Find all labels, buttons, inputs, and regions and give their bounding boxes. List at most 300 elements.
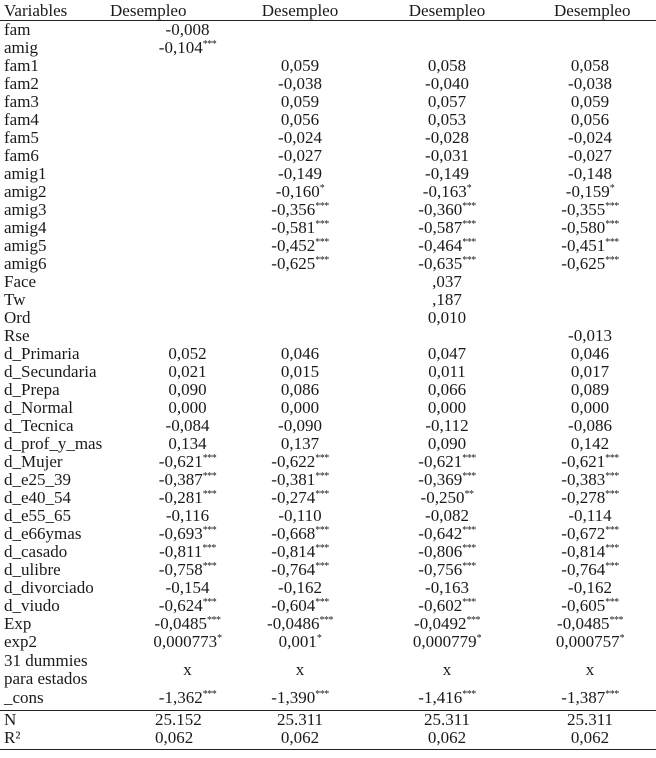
coef-cell: [115, 689, 260, 711]
header-pad: [626, 1, 656, 21]
coef-value: -0,154: [165, 578, 210, 597]
table-row: [0, 615, 656, 633]
coef-cell: [260, 273, 340, 291]
coef-value: -0,672: [561, 524, 606, 543]
coef-cell: [260, 111, 340, 129]
coef-value: -0,0492: [414, 614, 467, 633]
row-label: fam: [4, 20, 31, 39]
coef-cell: [115, 489, 260, 507]
coef-cell: [340, 309, 554, 327]
coef-value: -0,811: [159, 542, 203, 561]
table-row: [0, 435, 656, 453]
coef-cell: [340, 561, 554, 579]
coef-value: -0,024: [568, 128, 612, 147]
coef-value: 0,142: [570, 434, 610, 453]
table-row: [0, 57, 656, 75]
coef-value: 0,058: [427, 56, 467, 75]
significance-stars: ***: [605, 489, 619, 500]
row-label: 31 dummies para estados: [4, 651, 88, 688]
row-label: Face: [4, 272, 37, 291]
coef-value: -0,162: [278, 578, 322, 597]
coef-value: -0,381: [271, 470, 316, 489]
row-label: amig4: [4, 218, 47, 237]
significance-stars: ***: [462, 237, 476, 248]
stat-value: 25.152: [115, 711, 260, 730]
header-variables: Variables: [0, 1, 115, 21]
coef-cell: [260, 39, 340, 57]
coef-value: -0,452: [271, 236, 316, 255]
coef-value: x: [183, 660, 192, 679]
coef-value: -1,387: [561, 688, 606, 707]
coef-cell: [340, 165, 554, 183]
coef-value: 0,000: [168, 398, 207, 417]
coef-cell: [115, 345, 260, 363]
coef-value: -0,086: [568, 416, 612, 435]
coef-cell: [260, 75, 340, 93]
coef-value: -0,114: [568, 506, 612, 525]
pad-cell: [626, 147, 656, 165]
pad-cell: [626, 21, 656, 40]
coef-cell: [340, 255, 554, 273]
pad-cell: [626, 435, 656, 453]
stat-label: N: [0, 711, 115, 730]
row-label: amig2: [4, 182, 47, 201]
pad-cell: [626, 579, 656, 597]
coef-cell: [115, 129, 260, 147]
pad-cell: [626, 219, 656, 237]
table-row: [0, 309, 656, 327]
coef-value: -0,668: [271, 524, 316, 543]
coef-cell: [115, 327, 260, 345]
significance-stars: ***: [462, 525, 476, 536]
row-label: d_viudo: [4, 596, 60, 615]
coef-cell: [260, 435, 340, 453]
significance-stars: ***: [319, 615, 333, 626]
stat-row: [0, 729, 656, 750]
coef-cell: [554, 309, 626, 327]
coef-cell: [340, 471, 554, 489]
coef-cell: [340, 111, 554, 129]
significance-stars: ***: [609, 615, 623, 626]
coef-value: 0,056: [570, 110, 610, 129]
pad-cell: [626, 39, 656, 57]
coef-value: -0,451: [561, 236, 606, 255]
coef-cell: [340, 21, 554, 40]
coef-value: -0,008: [165, 20, 210, 39]
coef-value: -0,604: [271, 596, 316, 615]
coef-value: -0,038: [278, 74, 322, 93]
coef-value: -0,355: [561, 200, 606, 219]
significance-stars: ***: [462, 219, 476, 230]
stat-value: 25.311: [340, 711, 554, 730]
coef-value: -0,605: [561, 596, 606, 615]
coef-value: -0,110: [278, 506, 322, 525]
coef-value: -0,084: [165, 416, 210, 435]
coef-cell: [340, 327, 554, 345]
table-row: [0, 219, 656, 237]
coef-cell: [554, 201, 626, 219]
coef-value: -0,764: [271, 560, 316, 579]
coef-value: -0,622: [271, 452, 316, 471]
coef-cell: [554, 579, 626, 597]
coef-cell: [260, 543, 340, 561]
significance-stars: ***: [202, 543, 216, 554]
stat-value: 25.311: [554, 711, 626, 730]
row-label: fam5: [4, 128, 39, 147]
significance-stars: *: [466, 183, 472, 194]
regression-table: [0, 1, 656, 750]
stat-value: 25.311: [260, 711, 340, 730]
coef-value: 0,059: [570, 92, 610, 111]
row-label: amig5: [4, 236, 47, 255]
significance-stars: ***: [315, 237, 329, 248]
significance-stars: ***: [605, 255, 619, 266]
coef-cell: [115, 57, 260, 75]
coef-cell: [554, 255, 626, 273]
coef-value: -0,693: [158, 524, 203, 543]
table-row: [0, 255, 656, 273]
coef-cell: [260, 129, 340, 147]
coef-cell: [554, 39, 626, 57]
coef-cell: [115, 21, 260, 40]
pad-cell: [626, 689, 656, 711]
coef-cell: [260, 399, 340, 417]
coef-cell: [554, 507, 626, 525]
coef-cell: [260, 633, 340, 651]
coef-cell: [260, 381, 340, 399]
coef-value: -0,149: [425, 164, 469, 183]
table-row: [0, 129, 656, 147]
stat-value: 0,062: [340, 729, 554, 750]
significance-stars: ***: [462, 561, 476, 572]
pad-cell: [626, 93, 656, 111]
row-label: Rse: [4, 326, 30, 345]
row-label: fam4: [4, 110, 39, 129]
coef-value: -0,621: [418, 452, 463, 471]
coef-cell: [115, 561, 260, 579]
header-model-1-label: Desempleo: [110, 1, 187, 20]
row-label: fam1: [4, 56, 39, 75]
table-row: [0, 363, 656, 381]
coef-value: 0,089: [570, 380, 610, 399]
coef-cell: [554, 129, 626, 147]
coef-cell: [115, 633, 260, 651]
table-row: [0, 39, 656, 57]
coef-cell: [340, 543, 554, 561]
coef-value: -0,163: [425, 578, 469, 597]
coef-cell: [554, 399, 626, 417]
coef-cell: [115, 201, 260, 219]
coef-value: x: [585, 660, 595, 679]
pad-cell: [626, 453, 656, 471]
table-row: [0, 689, 656, 711]
significance-stars: ***: [462, 453, 476, 464]
coef-cell: [340, 291, 554, 309]
coef-cell: [340, 93, 554, 111]
significance-stars: ***: [202, 689, 217, 700]
table-row: [0, 147, 656, 165]
coef-value: -0,281: [158, 488, 203, 507]
coef-cell: [554, 689, 626, 711]
coef-value: -0,160: [275, 182, 320, 201]
significance-stars: ***: [315, 525, 329, 536]
coef-value: -0,0486: [267, 614, 320, 633]
coef-value: x: [442, 660, 452, 679]
coef-value: -0,464: [418, 236, 463, 255]
table-row: [0, 651, 656, 689]
coef-cell: [115, 309, 260, 327]
significance-stars: ***: [605, 525, 619, 536]
significance-stars: ***: [605, 689, 619, 700]
significance-stars: ***: [315, 453, 329, 464]
coef-value: -0,274: [271, 488, 316, 507]
row-label: exp2: [4, 632, 38, 651]
significance-stars: ***: [202, 453, 217, 464]
coef-cell: [260, 219, 340, 237]
significance-stars: ***: [315, 489, 329, 500]
coef-value: -0,013: [568, 326, 612, 345]
coef-value: -0,387: [158, 470, 203, 489]
coef-cell: [340, 597, 554, 615]
coef-cell: [340, 689, 554, 711]
significance-stars: ***: [605, 201, 619, 212]
significance-stars: ***: [315, 561, 329, 572]
coef-cell: [554, 453, 626, 471]
coef-value: -0,163: [422, 182, 467, 201]
coef-cell: [340, 381, 554, 399]
coef-value: -0,369: [418, 470, 463, 489]
coef-cell: [554, 633, 626, 651]
coef-value: 0,000757: [555, 632, 620, 651]
significance-stars: ***: [462, 689, 476, 700]
stat-row: [0, 711, 656, 730]
coef-cell: [260, 147, 340, 165]
row-label: Exp: [4, 614, 32, 633]
row-label: amig: [4, 38, 38, 57]
coef-cell: [340, 615, 554, 633]
coef-cell: [260, 291, 340, 309]
coef-value: 0,046: [280, 344, 320, 363]
coef-value: -0,024: [278, 128, 322, 147]
significance-stars: ***: [315, 201, 329, 212]
significance-stars: ***: [202, 525, 217, 536]
significance-stars: ***: [206, 615, 221, 626]
coef-cell: [340, 219, 554, 237]
coef-value: -1,362: [158, 688, 203, 707]
coef-value: 0,011: [428, 362, 466, 381]
coef-cell: [115, 291, 260, 309]
table-row: [0, 471, 656, 489]
coef-cell: [115, 39, 260, 57]
row-label: d_Prepa: [4, 380, 60, 399]
row-label: d_casado: [4, 542, 68, 561]
coef-cell: [340, 57, 554, 75]
coef-cell: [260, 651, 340, 689]
coef-value: -0,159: [565, 182, 610, 201]
coef-value: -0,040: [425, 74, 469, 93]
coef-value: 0,046: [570, 344, 610, 363]
table-row: [0, 273, 656, 291]
table-row: [0, 291, 656, 309]
significance-stars: *: [217, 633, 222, 644]
pad-cell: [626, 237, 656, 255]
significance-stars: ***: [605, 453, 619, 464]
stat-value: 0,062: [554, 729, 626, 750]
coef-value: 0,134: [168, 434, 207, 453]
coef-value: 0,000: [427, 398, 467, 417]
coef-cell: [260, 93, 340, 111]
coef-value: -0,581: [271, 218, 316, 237]
coef-cell: [260, 561, 340, 579]
coef-cell: [340, 525, 554, 543]
pad-cell: [626, 615, 656, 633]
header-model-2-label: Desempleo: [261, 1, 339, 20]
header-model-1: [110, 1, 260, 21]
coef-cell: [340, 147, 554, 165]
coef-cell: [340, 201, 554, 219]
table-row: [0, 633, 656, 651]
coef-value: 0,056: [280, 110, 320, 129]
coef-value: -0,028: [425, 128, 469, 147]
table-row: [0, 21, 656, 40]
table-row: [0, 201, 656, 219]
row-label: amig6: [4, 254, 47, 273]
coef-value: 0,000: [280, 398, 320, 417]
table-row: [0, 381, 656, 399]
coef-value: -0,580: [561, 218, 606, 237]
significance-stars: ***: [462, 201, 476, 212]
significance-stars: ***: [462, 255, 476, 266]
pad-cell: [626, 57, 656, 75]
coef-cell: [115, 237, 260, 255]
coef-cell: [340, 633, 554, 651]
pad-cell: [626, 165, 656, 183]
coef-value: -1,416: [418, 688, 463, 707]
pad-cell: [626, 525, 656, 543]
coef-cell: [554, 57, 626, 75]
coef-cell: [340, 39, 554, 57]
coef-cell: [340, 363, 554, 381]
row-label: Tw: [4, 290, 26, 309]
coef-cell: [554, 219, 626, 237]
coef-cell: [554, 291, 626, 309]
coef-cell: [554, 237, 626, 255]
coef-value: 0,010: [427, 308, 467, 327]
table-row: [0, 399, 656, 417]
coef-value: 0,053: [427, 110, 467, 129]
header-row: [0, 1, 656, 21]
row-label: d_Primaria: [4, 344, 80, 363]
coef-value: -0,360: [418, 200, 463, 219]
significance-stars: ***: [605, 219, 619, 230]
coef-cell: [554, 93, 626, 111]
coef-cell: [115, 399, 260, 417]
coef-value: -0,0485: [154, 614, 207, 633]
significance-stars: ***: [315, 219, 329, 230]
coef-cell: [260, 471, 340, 489]
pad-cell: [626, 345, 656, 363]
coef-cell: [554, 561, 626, 579]
coef-value: 0,090: [427, 434, 467, 453]
coef-cell: [260, 363, 340, 381]
coef-value: -0,250: [420, 488, 465, 507]
coef-value: -0,278: [561, 488, 606, 507]
coef-value: -0,104: [158, 38, 203, 57]
coef-value: 0,001: [278, 632, 317, 651]
significance-stars: *: [476, 633, 482, 644]
pad-cell: [626, 129, 656, 147]
coef-cell: [115, 435, 260, 453]
coef-cell: [554, 75, 626, 93]
coef-value: -0,356: [271, 200, 316, 219]
significance-stars: *: [609, 183, 615, 194]
coef-value: ,187: [432, 290, 462, 309]
significance-stars: ***: [462, 471, 476, 482]
significance-stars: ***: [605, 561, 619, 572]
coef-cell: [260, 57, 340, 75]
coef-cell: [554, 417, 626, 435]
pad-cell: [626, 273, 656, 291]
coef-value: -1,390: [271, 688, 316, 707]
coef-value: -0,635: [418, 254, 463, 273]
pad-cell: [626, 399, 656, 417]
row-label: fam6: [4, 146, 39, 165]
table-row: [0, 417, 656, 435]
coef-cell: [260, 345, 340, 363]
row-label: d_Tecnica: [4, 416, 74, 435]
row-label: Ord: [4, 308, 31, 327]
row-label: d_e55_65: [4, 506, 72, 525]
table-body: [0, 21, 656, 711]
coef-value: 0,000773: [153, 632, 218, 651]
coef-cell: [340, 489, 554, 507]
pad-cell: [626, 633, 656, 651]
table-row: [0, 597, 656, 615]
table-row: [0, 507, 656, 525]
coef-cell: [340, 183, 554, 201]
coef-cell: [260, 597, 340, 615]
coef-cell: [554, 327, 626, 345]
row-label: d_e66ymas: [4, 524, 82, 543]
coef-cell: [260, 489, 340, 507]
pad-cell: [626, 489, 656, 507]
table-footer: [0, 711, 656, 750]
coef-cell: [554, 111, 626, 129]
coef-value: -0,625: [561, 254, 606, 273]
coef-cell: [340, 399, 554, 417]
coef-cell: [260, 183, 340, 201]
coef-cell: [115, 417, 260, 435]
significance-stars: *: [619, 633, 625, 644]
table-row: [0, 93, 656, 111]
stat-value: 0,062: [115, 729, 260, 750]
coef-value: -0,149: [278, 164, 322, 183]
coef-value: 0,059: [280, 92, 320, 111]
header-model-2: [260, 1, 340, 21]
coef-value: -0,624: [158, 596, 203, 615]
coef-cell: [340, 345, 554, 363]
coef-cell: [260, 525, 340, 543]
significance-stars: ***: [605, 237, 619, 248]
significance-stars: ***: [202, 561, 217, 572]
significance-stars: *: [316, 633, 322, 644]
coef-cell: [554, 471, 626, 489]
row-label: d_Secundaria: [4, 362, 97, 381]
coef-cell: [554, 543, 626, 561]
pad-cell: [626, 363, 656, 381]
coef-value: ,037: [432, 272, 462, 291]
pad-cell: [626, 255, 656, 273]
